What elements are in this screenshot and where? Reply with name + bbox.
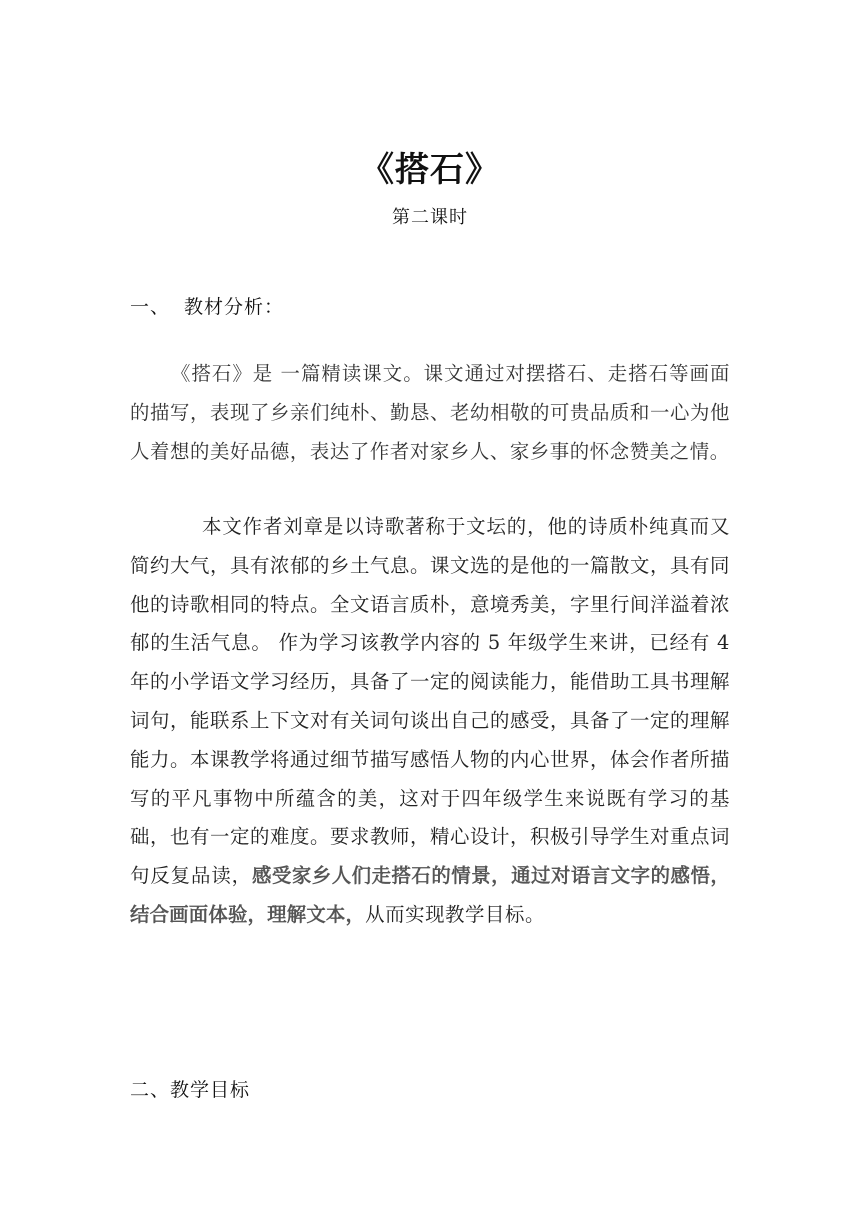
paragraph-author-and-students: [130, 508, 730, 935]
document-title: 《搭石》: [360, 150, 500, 190]
paragraph-emphasis-text: 感受家乡人们走搭石的情景，通过对语言文字的感悟，结合画面体验，理解文本，: [130, 864, 730, 926]
section-heading-textbook-analysis: [130, 292, 284, 322]
section-heading-teaching-goals: 二、教学目标: [130, 1079, 251, 1101]
document-subtitle: 第二课时: [392, 207, 468, 228]
section-number: 一、: [130, 296, 171, 318]
paragraph-ending-text: 从而实现教学目标。: [365, 902, 546, 926]
paragraph-lesson-summary: 《搭石》是 一篇精读课文。课文通过对摆搭石、走搭石等画面的描写，表现了乡亲们纯朴、勤恳、老幼相敬的可贵品质和一心为他人着想的美好品德，表达了作者对家乡人、家乡事的怀念赞美之情。: [130, 362, 730, 463]
paragraph-main-text: 本文作者刘章是以诗歌著称于文坛的，他的诗质朴纯真而又简约大气，具有浓郁的乡土气息。课文选的是他的一篇散文，具有同他的诗歌相同的特点。全文语言质朴，意境秀美，字里行间洋溢着浓郁的生活气息。 作为学习该教学内容的 5 年级学生来讲，已经有 4 年的小学语文学习经历，具备了一定的阅读能力，能借助工具书理解词句，能联系上下文对有关词句谈出自己的感受，具备了一定的理解能力。本课教学将通过细节描写感悟人物的内心世界，体会作者所描写的平凡事物中所蕴含的美，这对于四年级学生来说既有学习的基础，也有一定的难度。要求教师，精心设计，积极引导学生对重点词句反复品读，: [130, 515, 730, 888]
section-heading-text: 教材分析：: [184, 296, 285, 318]
